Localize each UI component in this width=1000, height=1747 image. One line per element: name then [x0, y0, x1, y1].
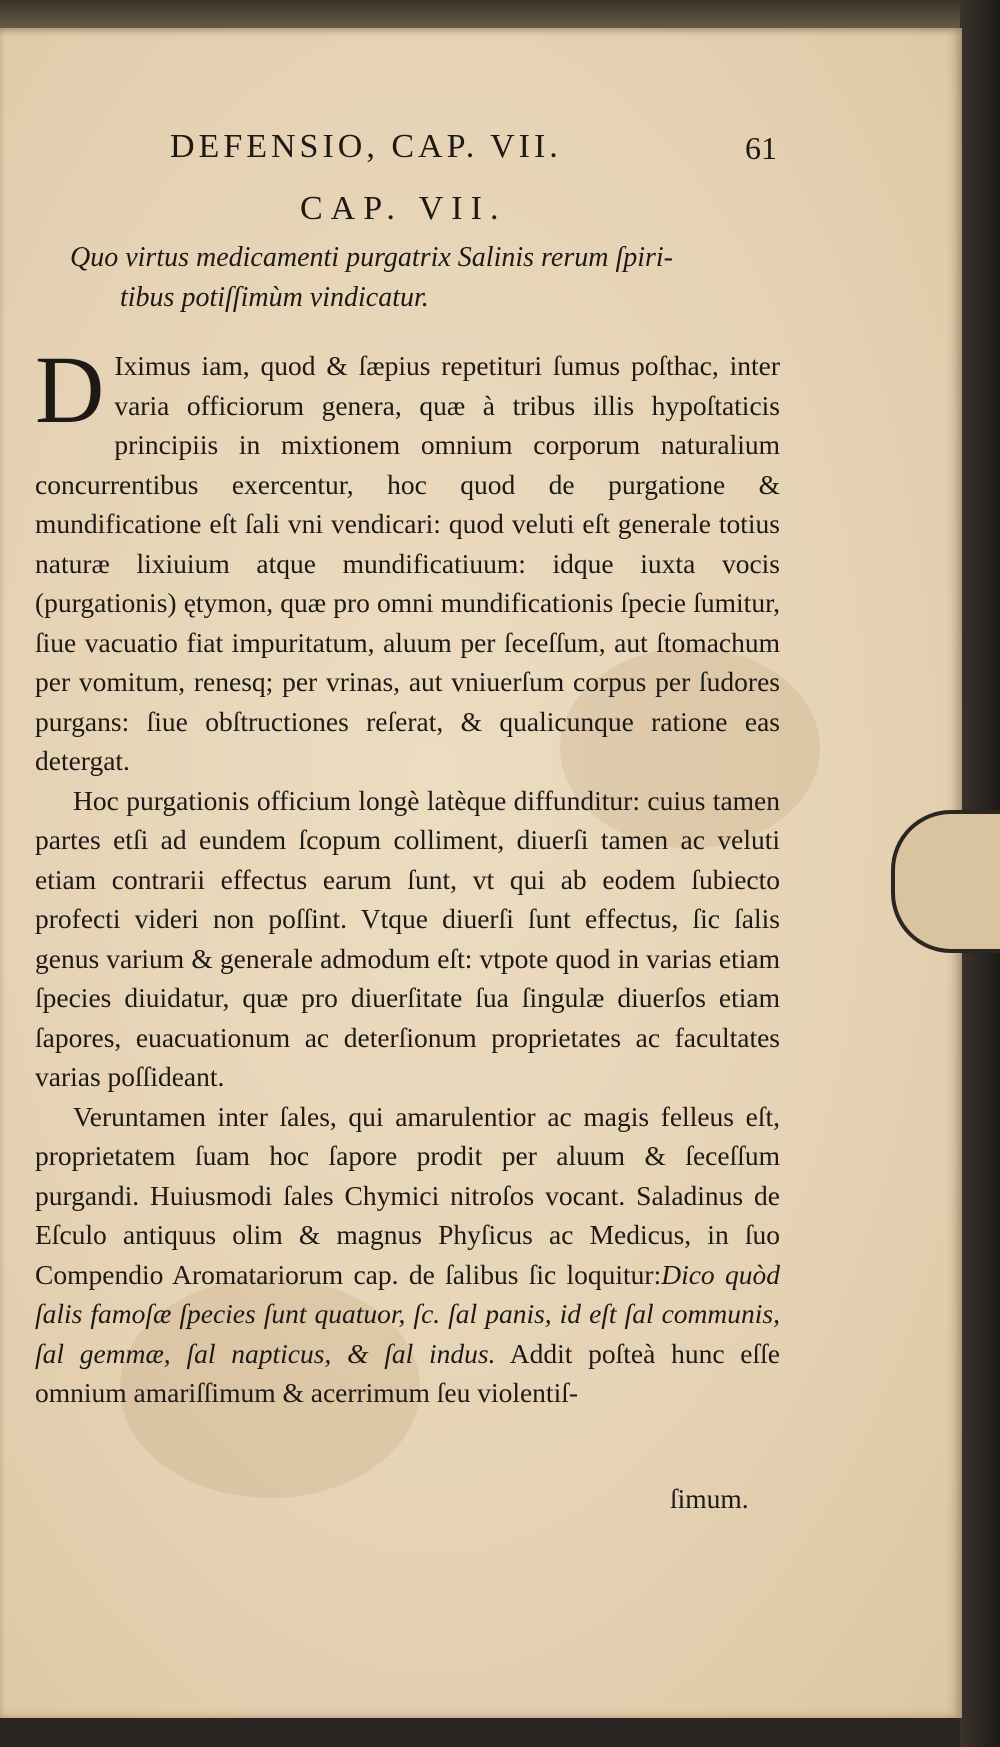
book-page — [0, 28, 962, 1718]
paragraph-3-text-after: Addit poſteà hunc eſſe omnium amariſſimum & acerrimum ſeu violentiſ- — [35, 1337, 781, 1408]
paragraph-1 — [35, 336, 780, 781]
running-title-text: DEFENSIO, CAP. VII. — [170, 128, 562, 165]
book-clasp — [891, 810, 1000, 953]
paragraph-1-text: Iximus iam, quod & ſæpius repetituri ſumus poſthac, inter varia officiorum genera, quæ à tribus illis hypoſtaticis principiis in mixtionem omnium corporum naturalium concurrentibus exercentur, hoc quod de purgatione & mundificatione eſt ſali vni vendicari: quod veluti eſt generale totius naturæ lixiuium atque mundificatiuum: idque iuxta vocis (purgationis) ętymon, quæ pro omni mundificationis ſpecie ſumitur, ſiue vacuatio fiat impuritatum, aluum per ſeceſſum, aut ſtomachum per vomitum, renesq; per vrinas, aut vniuerſum corpus per ſudores purgans: ſiue obſtructiones reſerat, & qualicunque ratione eas detergat. — [35, 350, 780, 776]
paragraph-3-text-before: Veruntamen inter ſales, qui amarulentior ac magis felleus eſt, proprietatem ſuam hoc ſapore prodit per aluum & ſeceſſum purgandi. Huiusmodi ſales Chymici nitroſos vocant. Saladinus de Eſculo antiquus olim & magnus Phyſicus ac Medicus, in ſuo Compendio Aromatariorum cap. de ſalibus ſic loquitur: — [35, 1100, 780, 1290]
body-text — [35, 336, 781, 1413]
drop-cap: D — [35, 336, 105, 443]
book-top-edge — [0, 0, 960, 30]
catchword: ſimum. — [670, 1483, 749, 1514]
chapter-rubric — [70, 238, 790, 318]
chapter-heading: CAP. VII. — [300, 190, 507, 227]
page-number: 61 — [745, 130, 777, 166]
rubric-line-2: tibus potiſſimùm vindicatur. — [120, 282, 429, 313]
rubric-line-1: Quo virtus medicamenti purgatrix Salinis rerum ſpiri- — [70, 242, 673, 273]
paragraph-3 — [35, 1097, 780, 1413]
paragraph-2: Hoc purgationis officium longè latèque diffunditur: cuius tamen partes etſi ad eundem ſcopum colliment, diuerſi tamen ac veluti etiam contrarii effectus earum ſunt, vt qui ab eodem ſubiecto profecti videri non poſſint. Vtque diuerſi ſunt effectus, ſic ſalis genus varium & generale admodum eſt: vtpote quod in varias etiam ſpecies diuidatur, quæ pro diuerſitate ſua ſingulæ diuerſos etiam ſapores, euacuationum ac deterſionum proprietates ac facultates varias poſſideant. — [35, 784, 780, 1092]
running-title — [170, 128, 790, 166]
quotation: Dico quòd ſalis famoſæ ſpecies ſunt quatuor, ſc. ſal panis, id eſt ſal communis, ſal gemmæ, ſal napticus, & ſal indus. — [35, 1258, 780, 1369]
